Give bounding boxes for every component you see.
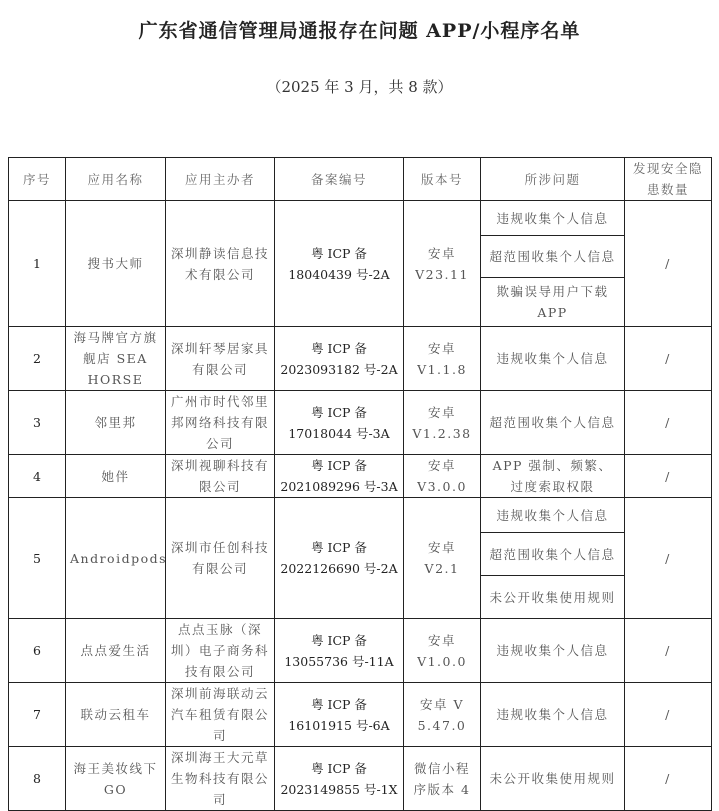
app-owner: 深圳视聊科技有限公司	[166, 455, 275, 498]
app-name: Androidpods	[66, 498, 166, 619]
icp-number: 粤 ICP 备 18040439 号-2A	[275, 201, 404, 327]
table-header-row	[9, 158, 712, 201]
issues-cell	[481, 327, 625, 391]
document-subtitle: （2025 年 3 月，共 8 款）	[266, 78, 453, 96]
issue-item: 违规收集个人信息	[496, 351, 609, 366]
issue-item: 未公开收集使用规则	[489, 771, 616, 786]
app-name: 联动云租车	[66, 683, 166, 747]
header-count: 发现安全隐患数量	[625, 158, 712, 201]
app-owner: 深圳海王大元草生物科技有限公司	[166, 747, 275, 811]
icp-number: 粤 ICP 备 17018044 号-3A	[275, 391, 404, 455]
hazard-count: /	[625, 498, 712, 619]
issue-item: 违规收集个人信息	[481, 498, 624, 533]
icp-number: 粤 ICP 备 2023093182 号-2A	[275, 327, 404, 391]
app-owner: 广州市时代邻里邦网络科技有限公司	[166, 391, 275, 455]
app-list-table	[8, 157, 712, 811]
table-row	[9, 498, 712, 619]
hazard-count: /	[625, 455, 712, 498]
app-name: 搜书大师	[66, 201, 166, 327]
app-owner: 深圳静读信息技术有限公司	[166, 201, 275, 327]
header-app-name: 应用名称	[66, 158, 166, 201]
row-number: 6	[9, 619, 66, 683]
header-icp: 备案编号	[275, 158, 404, 201]
app-version: 安卓 V1.1.8	[404, 327, 481, 391]
issue-item: 超范围收集个人信息	[481, 236, 624, 278]
app-version: 安卓 V2.1	[404, 498, 481, 619]
app-owner: 深圳轩琴居家具有限公司	[166, 327, 275, 391]
document-title: 广东省通信管理局通报存在问题 APP/小程序名单	[138, 20, 581, 42]
app-name: 海王美妆线下 GO	[66, 747, 166, 811]
issues-cell	[481, 391, 625, 455]
row-number: 3	[9, 391, 66, 455]
table-row	[9, 391, 712, 455]
hazard-count: /	[625, 327, 712, 391]
row-number: 5	[9, 498, 66, 619]
icp-number: 粤 ICP 备 13055736 号-11A	[275, 619, 404, 683]
hazard-count: /	[625, 683, 712, 747]
app-version: 安卓 V1.2.38	[404, 391, 481, 455]
issues-cell	[481, 498, 625, 619]
header-owner: 应用主办者	[166, 158, 275, 201]
app-owner: 点点玉脉（深圳）电子商务科技有限公司	[166, 619, 275, 683]
issue-item: 超范围收集个人信息	[489, 415, 616, 430]
icp-number: 粤 ICP 备 2023149855 号-1X	[275, 747, 404, 811]
table-row	[9, 455, 712, 498]
hazard-count: /	[625, 619, 712, 683]
app-version: 安卓 V 5.47.0	[404, 683, 481, 747]
row-number: 8	[9, 747, 66, 811]
icp-number: 粤 ICP 备 2021089296 号-3A	[275, 455, 404, 498]
issue-item: 违规收集个人信息	[481, 201, 624, 236]
app-name: 邻里邦	[66, 391, 166, 455]
icp-number: 粤 ICP 备 2022126690 号-2A	[275, 498, 404, 619]
issues-cell	[481, 201, 625, 327]
row-number: 2	[9, 327, 66, 391]
app-version: 安卓 V23.11	[404, 201, 481, 327]
issue-item: 违规收集个人信息	[496, 707, 609, 722]
row-number: 1	[9, 201, 66, 327]
app-name: 海马牌官方旗舰店 SEA HORSE	[66, 327, 166, 391]
issue-item: APP 强制、频繁、过度索取权限	[492, 458, 613, 494]
app-name: 点点爱生活	[66, 619, 166, 683]
app-owner: 深圳前海联动云汽车租赁有限公司	[166, 683, 275, 747]
header-version: 版本号	[404, 158, 481, 201]
table-row	[9, 619, 712, 683]
table-row	[9, 327, 712, 391]
app-owner: 深圳市任创科技有限公司	[166, 498, 275, 619]
header-issues: 所涉问题	[481, 158, 625, 201]
hazard-count: /	[625, 201, 712, 327]
issues-cell	[481, 619, 625, 683]
issue-item: 违规收集个人信息	[496, 643, 609, 658]
issue-item: 超范围收集个人信息	[481, 533, 624, 576]
issues-cell	[481, 455, 625, 498]
table-row	[9, 201, 712, 327]
issue-item: 未公开收集使用规则	[489, 589, 616, 605]
table-row	[9, 747, 712, 811]
app-version: 安卓 V1.0.0	[404, 619, 481, 683]
row-number: 4	[9, 455, 66, 498]
app-name: 她伴	[66, 455, 166, 498]
issue-item: 欺骗误导用户下载 APP	[496, 284, 609, 320]
row-number: 7	[9, 683, 66, 747]
header-no: 序号	[9, 158, 66, 201]
table-row	[9, 683, 712, 747]
app-version: 微信小程序版本 4	[404, 747, 481, 811]
issues-cell	[481, 683, 625, 747]
hazard-count: /	[625, 391, 712, 455]
issues-cell	[481, 747, 625, 811]
icp-number: 粤 ICP 备 16101915 号-6A	[275, 683, 404, 747]
hazard-count: /	[625, 747, 712, 811]
app-version: 安卓 V3.0.0	[404, 455, 481, 498]
